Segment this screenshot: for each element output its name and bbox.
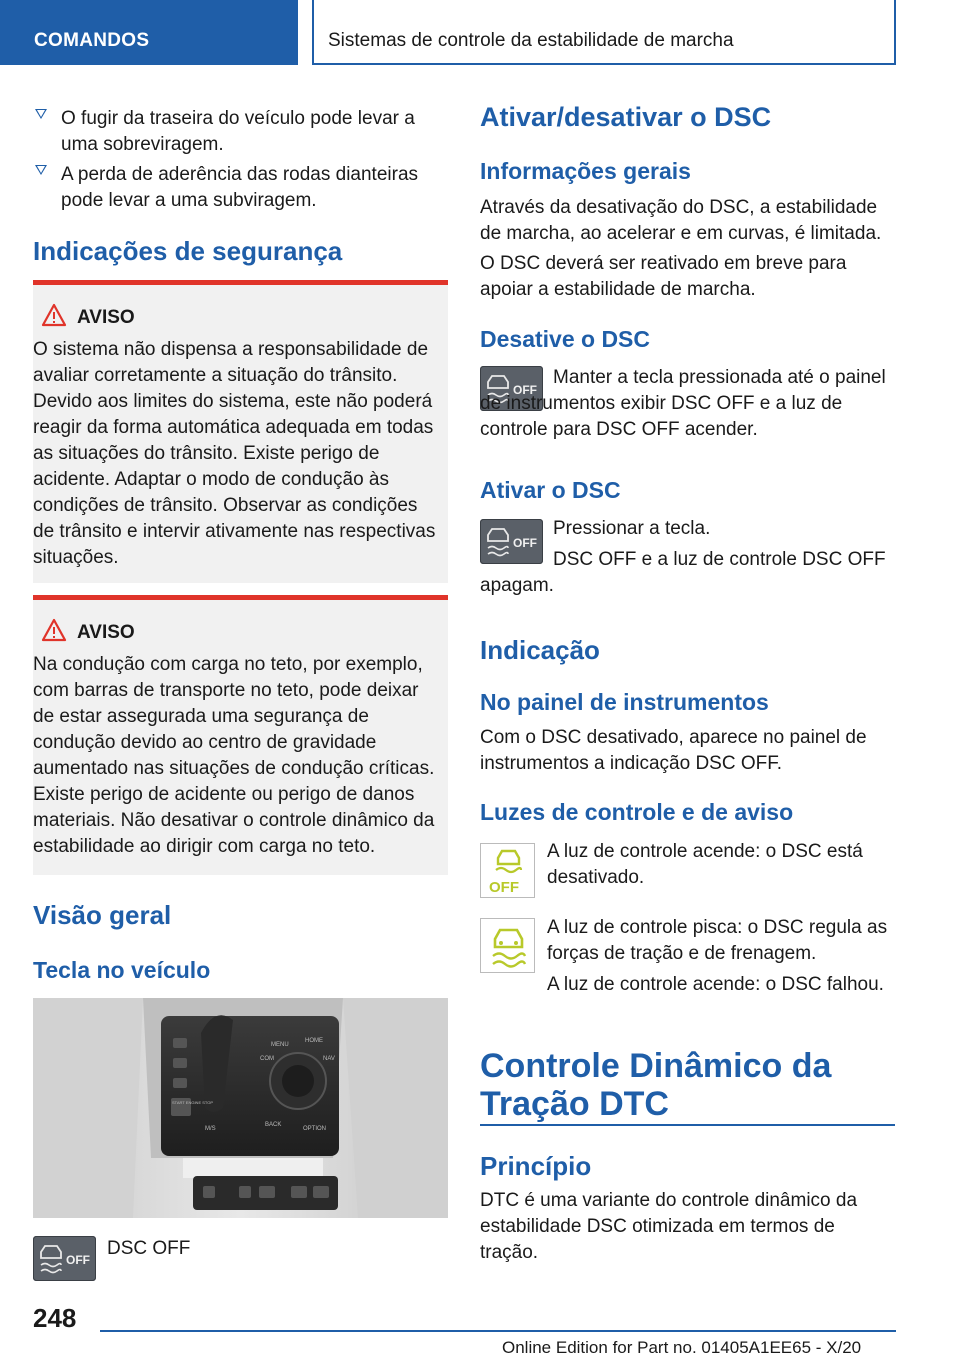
deactivate-text: Manter a tecla pressionada até o painel de instrumentos exibir DSC OFF e a luz de controle para DSC OFF acender. xyxy=(480,367,886,440)
general-info-heading: Informações gerais xyxy=(480,158,691,184)
chapter-header xyxy=(312,0,896,65)
chapter-title: Sistemas de controle da estabilidade de marcha xyxy=(328,30,734,51)
home-label: HOME xyxy=(305,1038,323,1044)
off-label: OFF xyxy=(66,1253,90,1267)
light2-p1: A luz de controle pisca: o DSC regula as forças de tração e de frenagem. xyxy=(547,917,888,964)
warning-triangle-icon xyxy=(41,618,67,642)
center-console-photo xyxy=(33,998,448,1218)
warning-box xyxy=(33,280,448,583)
warning-text: Na condução com carga no teto, por exemplo, com barras de transporte no teto, pode deixar de estar assegurada uma segurança de condução devido ao centro de gravidade aumentado nas situações de condução críticas. Existe perigo de acidente ou perigo de danos materiais. Não desativar o controle dinâmico da estabilidade ao dirigir com carga no teto. xyxy=(33,654,435,857)
console-illustration xyxy=(33,998,448,1218)
off-label: OFF xyxy=(513,536,537,550)
deactivate-heading: Desative o DSC xyxy=(480,326,651,352)
warning-box xyxy=(33,595,448,875)
cluster-heading: No painel de instrumentos xyxy=(480,689,769,715)
section-tab xyxy=(0,0,298,65)
com-label: COM xyxy=(260,1056,274,1062)
off-label: OFF xyxy=(513,383,537,397)
dsc-heading: Ativar/desativar o DSC xyxy=(480,102,772,132)
nav-label: NAV xyxy=(323,1056,335,1062)
bullet-text: A perda de aderência das rodas dianteiras pode levar a uma subviragem. xyxy=(61,164,419,211)
gear-mode-label: M/S xyxy=(205,1126,216,1132)
principle-heading: Princípio xyxy=(480,1151,592,1181)
vehicle-key-heading: Tecla no veículo xyxy=(33,957,211,983)
dsc-warning-lamp-icon xyxy=(480,918,535,973)
bullet-triangle-icon xyxy=(35,109,47,119)
indication-heading: Indicação xyxy=(480,635,600,665)
page-number: 248 xyxy=(33,1303,77,1333)
heading-rule xyxy=(480,1124,895,1126)
warning-triangle-icon xyxy=(41,303,67,327)
warning-title: AVISO xyxy=(77,307,135,328)
footer-edition: Online Edition for Part no. 01405A1EE65 - X/20 xyxy=(502,1338,862,1357)
light1-text: A luz de controle acende: o DSC está desativado. xyxy=(547,841,863,888)
dsc-off-button-icon xyxy=(33,1236,96,1281)
section-label: COMANDOS xyxy=(34,30,150,51)
dsc-off-warning-lamp-icon xyxy=(480,843,535,898)
dsc-off-caption: DSC OFF xyxy=(107,1238,191,1259)
safety-heading: Indicações de segurança xyxy=(33,236,343,266)
back-label: BACK xyxy=(265,1122,282,1128)
light2-p2: A luz de controle acende: o DSC falhou. xyxy=(547,974,884,995)
cluster-text: Com o DSC desativado, aparece no painel de instrumentos a indicação DSC OFF. xyxy=(480,727,867,774)
footer-rule xyxy=(100,1330,896,1332)
general-info-p1: Através da desativação do DSC, a estabilidade de marcha, ao acelerar e em curvas, é limitada. xyxy=(480,197,882,244)
option-label: OPTION xyxy=(303,1126,327,1132)
start-stop-label: START ENGINE STOP xyxy=(172,1100,214,1105)
lights-heading: Luzes de controle e de aviso xyxy=(480,799,794,825)
warning-title: AVISO xyxy=(77,622,135,643)
activate-heading: Ativar o DSC xyxy=(480,477,621,503)
principle-text: DTC é uma variante do controle dinâmico da estabilidade DSC otimizada em termos de tração. xyxy=(480,1190,858,1263)
overview-heading: Visão geral xyxy=(33,900,172,930)
activate-p1: Pressionar a tecla. xyxy=(553,518,711,539)
warning-text: O sistema não dispensa a responsabilidade de avaliar corretamente a situação do trânsito. Devido aos limites do sistema, este não poderá reagir da forma automática adequada em todas as situações do trânsito. Existe perigo de acidente. Adaptar o modo de condução às condições de trânsito. Observar as condições de trânsito e intervir ativamente nas respectivas situações. xyxy=(33,339,436,568)
off-label: OFF xyxy=(489,879,519,896)
bullet-text: O fugir da traseira do veículo pode levar a uma sobreviragem. xyxy=(61,108,415,155)
activate-p2: DSC OFF e a luz de controle DSC OFF apagam. xyxy=(480,549,886,596)
bullet-triangle-icon xyxy=(35,165,47,175)
menu-label: MENU xyxy=(271,1042,289,1048)
general-info-p2: O DSC deverá ser reativado em breve para apoiar a estabilidade de marcha. xyxy=(480,253,847,300)
dtc-heading: Controle Dinâmico da Tração DTC xyxy=(480,1047,832,1123)
